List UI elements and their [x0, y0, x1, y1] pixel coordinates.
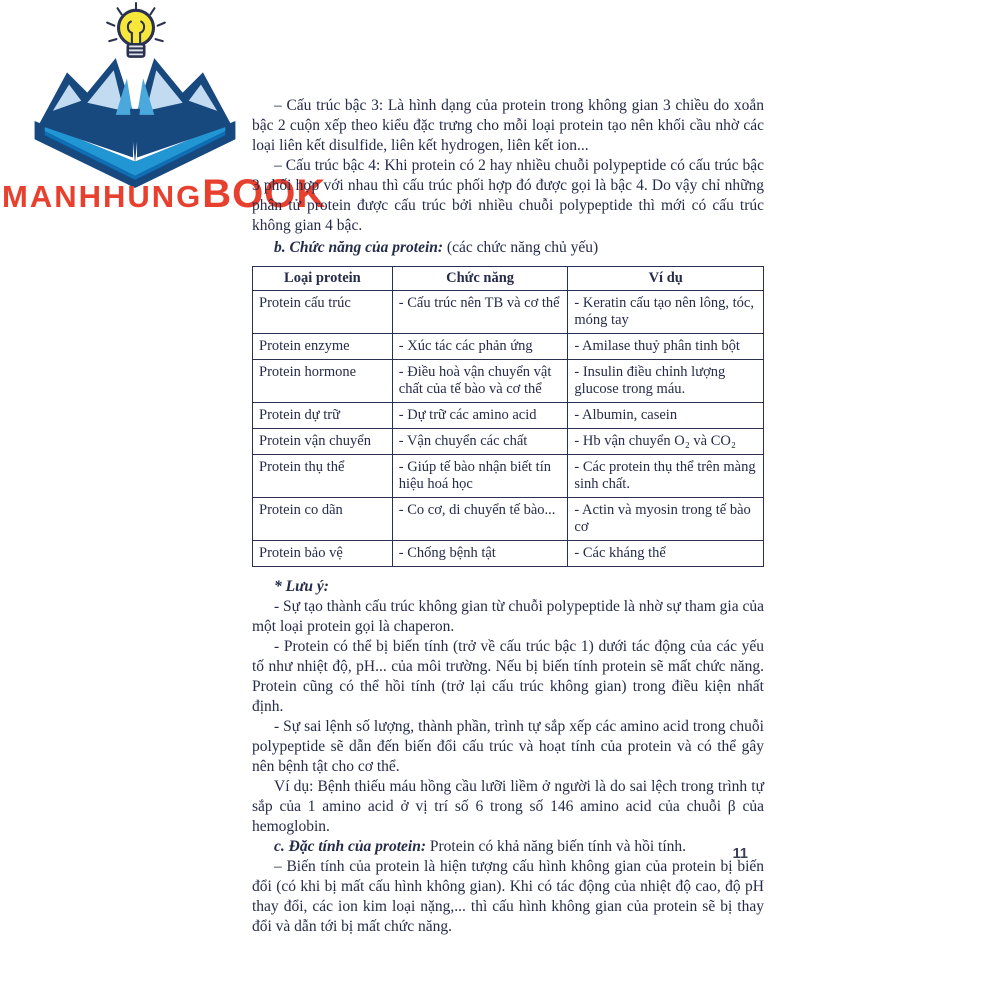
- cell-type: Protein dự trữ: [253, 403, 393, 429]
- cell-example: - Amilase thuỷ phân tinh bột: [568, 334, 764, 360]
- table-row: [253, 498, 764, 541]
- cell-example: - Albumin, casein: [568, 403, 764, 429]
- table-row: [253, 403, 764, 429]
- section-b-label: b. Chức năng của protein:: [274, 239, 444, 256]
- open-book-icon: [28, 50, 242, 192]
- cell-type: Protein co dãn: [253, 498, 393, 541]
- cell-example: - Keratin cấu tạo nên lông, tóc, móng tay: [568, 291, 764, 334]
- brand-text-manhhung: MANHHUNG: [2, 179, 203, 214]
- paragraph-structure-level3: – Cấu trúc bậc 3: Là hình dạng của protein trong không gian 3 chiều do xoắn bậc 2 cuộn xếp theo kiểu đặc trưng cho mỗi loại protein tạo nên khối cầu nhờ các loại liên kết disulfide, liên kết hydrogen, liên kết ion...: [252, 97, 764, 154]
- note-item-2: - Protein có thể bị biến tính (trở về cấu trúc bậc 1) dưới tác động của các yếu tố như nhiệt độ, pH... của môi trường. Nếu bị biến tính protein sẽ mất chức năng. Protein cũng có thể hồi tính (trở lại cấu trúc không gian) trong điều kiện nhất định.: [252, 638, 764, 715]
- note-item-1: - Sự tạo thành cấu trúc không gian từ chuỗi polypeptide là nhờ sự tham gia của một loại protein gọi là chaperon.: [252, 598, 764, 635]
- table-row: [253, 541, 764, 567]
- document-body: [252, 96, 764, 937]
- section-b-heading: [252, 238, 764, 258]
- cell-type: Protein enzyme: [253, 334, 393, 360]
- cell-type: Protein hormone: [253, 360, 393, 403]
- cell-function: - Co cơ, di chuyển tế bào...: [392, 498, 568, 541]
- table-row: [253, 429, 764, 455]
- cell-function: - Xúc tác các phản ứng: [392, 334, 568, 360]
- cell-example: - Actin và myosin trong tế bào cơ: [568, 498, 764, 541]
- brand-text-book: BOOK: [202, 172, 327, 216]
- section-b-text: (các chức năng chủ yếu): [443, 239, 599, 256]
- cell-type: Protein vận chuyển: [253, 429, 393, 455]
- cell-function: - Giúp tế bào nhận biết tín hiệu hoá học: [392, 455, 568, 498]
- cell-example: - Các kháng thể: [568, 541, 764, 567]
- cell-function: - Cấu trúc nên TB và cơ thể: [392, 291, 568, 334]
- example-paragraph: Ví dụ: Bệnh thiếu máu hồng cầu lưỡi liềm ở người là do sai lệch trong trình tự sắp của 1 amino acid ở vị trí số 6 trong số 146 amino acid của chuỗi β của hemoglobin.: [252, 778, 764, 835]
- cell-type: Protein thụ thể: [253, 455, 393, 498]
- cell-function: - Dự trữ các amino acid: [392, 403, 568, 429]
- cell-function: - Điều hoà vận chuyển vật chất của tế bào và cơ thể: [392, 360, 568, 403]
- table-row: [253, 360, 764, 403]
- cell-example: - Insulin điều chỉnh lượng glucose trong máu.: [568, 360, 764, 403]
- table-row: [253, 291, 764, 334]
- note-item-3: - Sự sai lệnh số lượng, thành phần, trình tự sắp xếp các amino acid trong chuỗi polypeptide sẽ dẫn đến biến đổi cấu trúc và hoạt tính của protein và có thể gây nên bệnh tật cho cơ thể.: [252, 718, 764, 775]
- protein-function-table: [252, 266, 764, 567]
- paragraph-structure-level4: – Cấu trúc bậc 4: Khi protein có 2 hay nhiều chuỗi polypeptide có cấu trúc bậc 3 phối hợp với nhau thì cấu trúc phối hợp đó được gọi là bậc 4. Do vậy chỉ những phân tử protein được cấu trúc bởi nhiều chuỗi polypeptide thì mới có cấu trúc không gian 4 bậc.: [252, 157, 764, 234]
- cell-function: - Chống bệnh tật: [392, 541, 568, 567]
- note-heading: * Lưu ý:: [274, 578, 329, 595]
- table-header-function: Chức năng: [392, 267, 568, 291]
- paragraph-denaturation: – Biến tính của protein là hiện tượng cấu hình không gian của protein bị biến đổi (có khi bị mất cấu hình không gian). Khi có tác động của nhiệt độ cao, độ pH thay đổi, các ion kim loại nặng,... thì cấu hình không gian của protein sẽ bị thay đổi và dẫn tới bị mất chức năng.: [252, 858, 764, 935]
- table-header-type: Loại protein: [253, 267, 393, 291]
- cell-example: - Hb vận chuyển O₂ và CO₂: [568, 429, 764, 455]
- cell-example: - Các protein thụ thể trên màng sinh chất.: [568, 455, 764, 498]
- table-row: [253, 455, 764, 498]
- cell-type: Protein cấu trúc: [253, 291, 393, 334]
- cell-type: Protein bảo vệ: [253, 541, 393, 567]
- cell-function: - Vận chuyển các chất: [392, 429, 568, 455]
- table-header-row: [253, 267, 764, 291]
- section-c-text: Protein có khả năng biến tính và hồi tính.: [426, 838, 687, 855]
- table-row: [253, 334, 764, 360]
- page-number: 11: [732, 846, 748, 862]
- table-header-example: Ví dụ: [568, 267, 764, 291]
- section-c-label: c. Đặc tính của protein:: [274, 838, 426, 855]
